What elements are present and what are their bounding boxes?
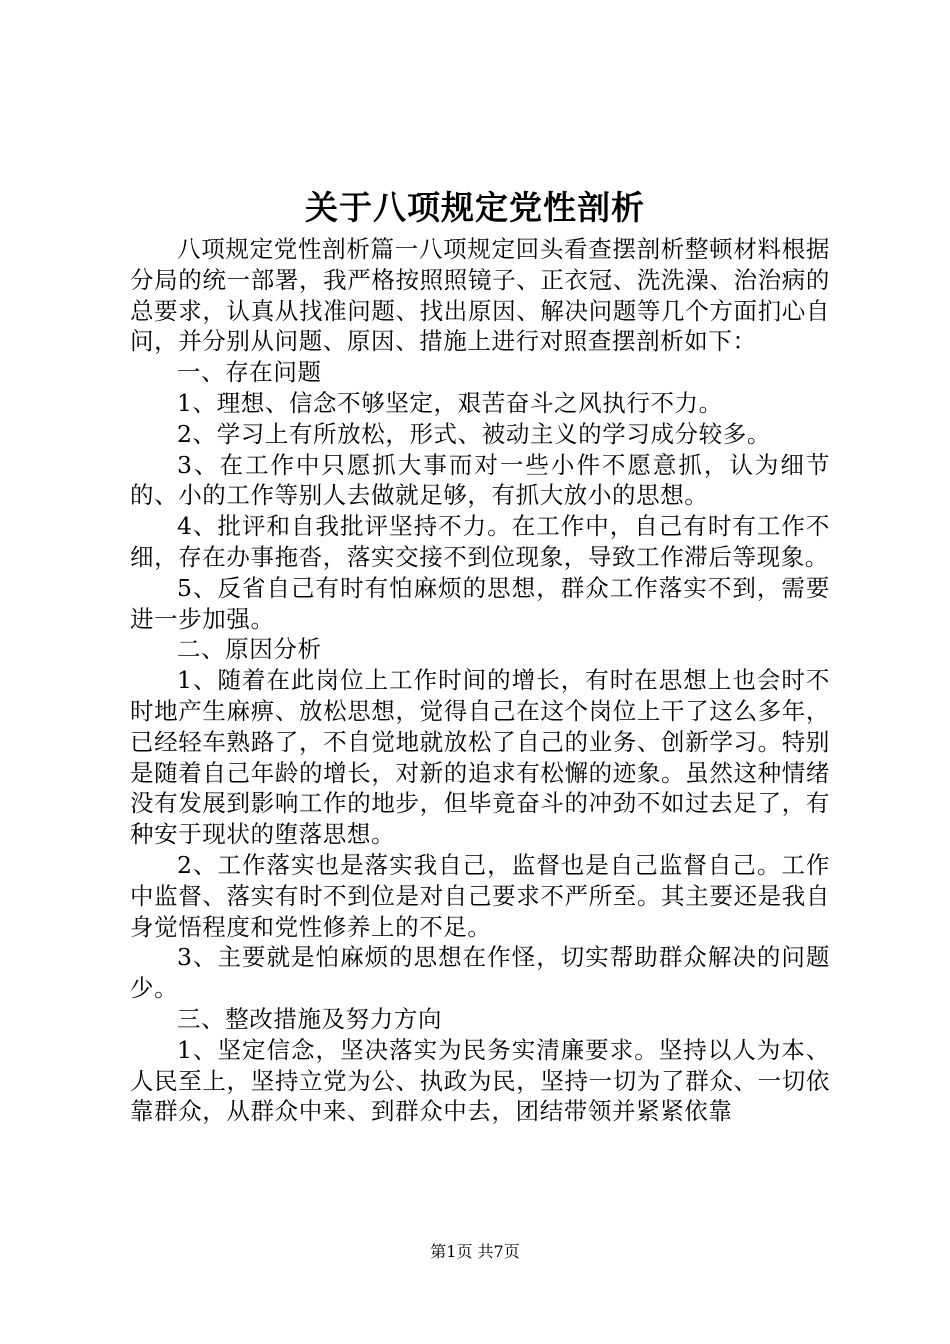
- problem-item-1: 1、理想、信念不够坚定，艰苦奋斗之风执行不力。: [177, 388, 723, 417]
- problem-item-3: 3、在工作中只愿抓大事而对一些小件不愿意抓，认为细节的、小的工作等别人去做就足够，有抓大放小的思想。: [130, 450, 830, 510]
- document-title: 关于八项规定党性剖析: [305, 188, 645, 227]
- document-body: [130, 234, 830, 1127]
- problem-item-5: 5、反省自己有时有怕麻烦的思想，群众工作落实不到，需要进一步加强。: [130, 573, 830, 633]
- measure-item-1: 1、坚定信念，坚决落实为民务实清廉要求。坚持以人为本、人民至上，坚持立党为公、执政为民，坚持一切为了群众、一切依靠群众，从群众中来、到群众中去，团结带领并紧紧依靠: [130, 1035, 830, 1126]
- cause-item-3: 3、主要就是怕麻烦的思想在作怪，切实帮助群众解决的问题少。: [130, 943, 830, 1003]
- page-indicator: 第1页 共7页: [430, 1242, 520, 1261]
- section-heading-causes: 二、原因分析: [177, 635, 322, 664]
- section-heading-measures: 三、整改措施及努力方向: [177, 1004, 443, 1033]
- cause-item-1: 1、随着在此岗位上工作时间的增长，有时在思想上也会时不时地产生麻痹、放松思想，觉得自己在这个岗位上干了这么多年，已经轻车熟路了，不自觉地就放松了自己的业务、创新学习。特别是随着自己年龄的增长，对新的追求有松懈的迹象。虽然这种情绪没有发展到影响工作的地步，但毕竟奋斗的冲劲不如过去足了，有种安于现状的堕落思想。: [130, 666, 830, 849]
- cause-item-2: 2、工作落实也是落实我自己，监督也是自己监督自己。工作中监督、落实有时不到位是对自己要求不严所至。其主要还是我自身觉悟程度和党性修养上的不足。: [130, 850, 830, 941]
- section-heading-problems: 一、存在问题: [177, 358, 322, 387]
- intro-paragraph: 八项规定党性剖析篇一八项规定回头看查摆剖析整顿材料根据分局的统一部署，我严格按照照镜子、正衣冠、洗洗澡、治治病的总要求，认真从找准问题、找出原因、解决问题等几个方面扪心自问，并分别从问题、原因、措施上进行对照查摆剖析如下：: [130, 235, 830, 356]
- problem-item-4: 4、批评和自我批评坚持不力。在工作中，自己有时有工作不细，存在办事拖沓，落实交接不到位现象，导致工作滞后等现象。: [130, 512, 830, 571]
- page-footer: [0, 1240, 950, 1264]
- problem-item-2: 2、学习上有所放松，形式、被动主义的学习成分较多。: [177, 419, 771, 448]
